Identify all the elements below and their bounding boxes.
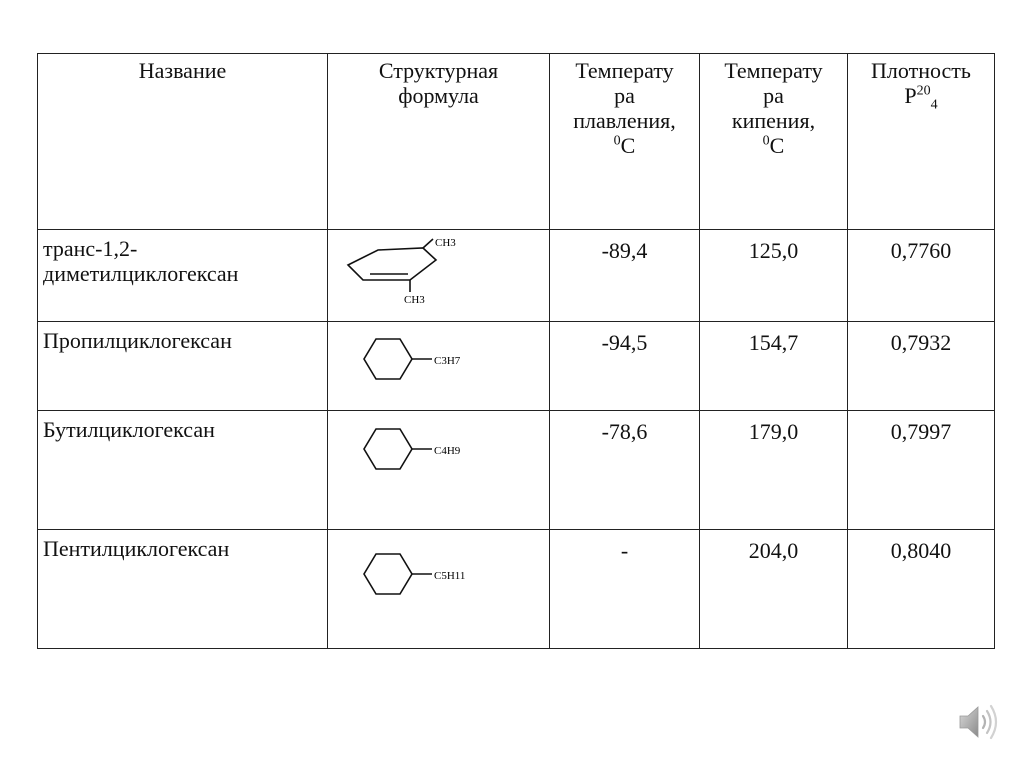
speaker-icon[interactable] (954, 699, 1002, 745)
compound-name-line: диметилциклогексан (43, 261, 239, 286)
header-formula (328, 54, 550, 230)
melting-point: -94,5 (550, 322, 700, 411)
cycloalkanes-table (37, 53, 995, 649)
boiling-point: 125,0 (700, 230, 848, 322)
header-melting-line: ра (614, 83, 635, 108)
cyclohexane-ring (364, 429, 412, 469)
header-boiling-line: Температу (724, 58, 823, 83)
dimethylcyclohexane-structure (328, 230, 550, 320)
perspective-ring (348, 248, 436, 280)
header-formula-line: Структурная (378, 58, 499, 83)
substituent-label: C4H9 (434, 445, 461, 457)
header-density-symbol (852, 83, 990, 113)
cyclohexane-ring (364, 339, 412, 379)
melting-point: -89,4 (550, 230, 700, 322)
compound-name-line: Пропилциклогексан (43, 328, 232, 353)
header-melting-line: Температу (575, 58, 674, 83)
propylcyclohexane-structure (328, 322, 550, 409)
density-value: 0,8040 (848, 530, 995, 649)
compound-name-line: транс-1,2- (43, 236, 138, 261)
header-density (848, 54, 995, 230)
header-melting-line: плавления, (573, 108, 676, 133)
structural-formula (328, 411, 550, 530)
table-row (38, 322, 995, 411)
compound-name-line: Бутилциклогексан (43, 417, 215, 442)
melting-point: -78,6 (550, 411, 700, 530)
methyl-bond (423, 239, 433, 248)
header-boiling-line: кипения, (731, 108, 816, 133)
header-name-label: Название (138, 58, 227, 83)
methyl-label: CH3 (404, 294, 425, 306)
methyl-label: CH3 (435, 237, 456, 249)
degree-superscript: 0 (762, 133, 770, 149)
header-row (38, 54, 995, 230)
table-row (38, 411, 995, 530)
table-row (38, 230, 995, 322)
density-letter: Р (904, 83, 917, 108)
unit-label: С (620, 133, 636, 158)
compound-name (38, 230, 328, 322)
table-row (38, 530, 995, 649)
compound-name (38, 411, 328, 530)
header-density-line: Плотность (871, 58, 971, 83)
pentylcyclohexane-structure (328, 530, 550, 647)
boiling-point: 179,0 (700, 411, 848, 530)
density-value: 0,7760 (848, 230, 995, 322)
structural-formula (328, 230, 550, 322)
density-value: 0,7932 (848, 322, 995, 411)
degree-superscript: 0 (613, 133, 621, 149)
structural-formula (328, 322, 550, 411)
unit-label: С (769, 133, 785, 158)
header-boiling-unit (704, 133, 843, 158)
substituent-label: C3H7 (434, 355, 461, 367)
density-value: 0,7997 (848, 411, 995, 530)
header-formula-line: формула (398, 83, 479, 108)
substituent-label: C5H11 (434, 570, 466, 582)
density-superscript: 20 (916, 83, 931, 99)
cyclohexane-ring (364, 554, 412, 594)
header-boiling (700, 54, 848, 230)
boiling-point: 154,7 (700, 322, 848, 411)
density-subscript: 4 (930, 97, 938, 113)
header-name (38, 54, 328, 230)
compound-name (38, 322, 328, 411)
speaker-icon-graphic (954, 699, 1002, 745)
compound-name (38, 530, 328, 649)
header-melting (550, 54, 700, 230)
header-melting-unit (554, 133, 695, 158)
compound-name-line: Пентилциклогексан (43, 536, 230, 561)
header-boiling-line: ра (763, 83, 784, 108)
boiling-point: 204,0 (700, 530, 848, 649)
butylcyclohexane-structure (328, 411, 550, 528)
structural-formula (328, 530, 550, 649)
melting-point: - (550, 530, 700, 649)
